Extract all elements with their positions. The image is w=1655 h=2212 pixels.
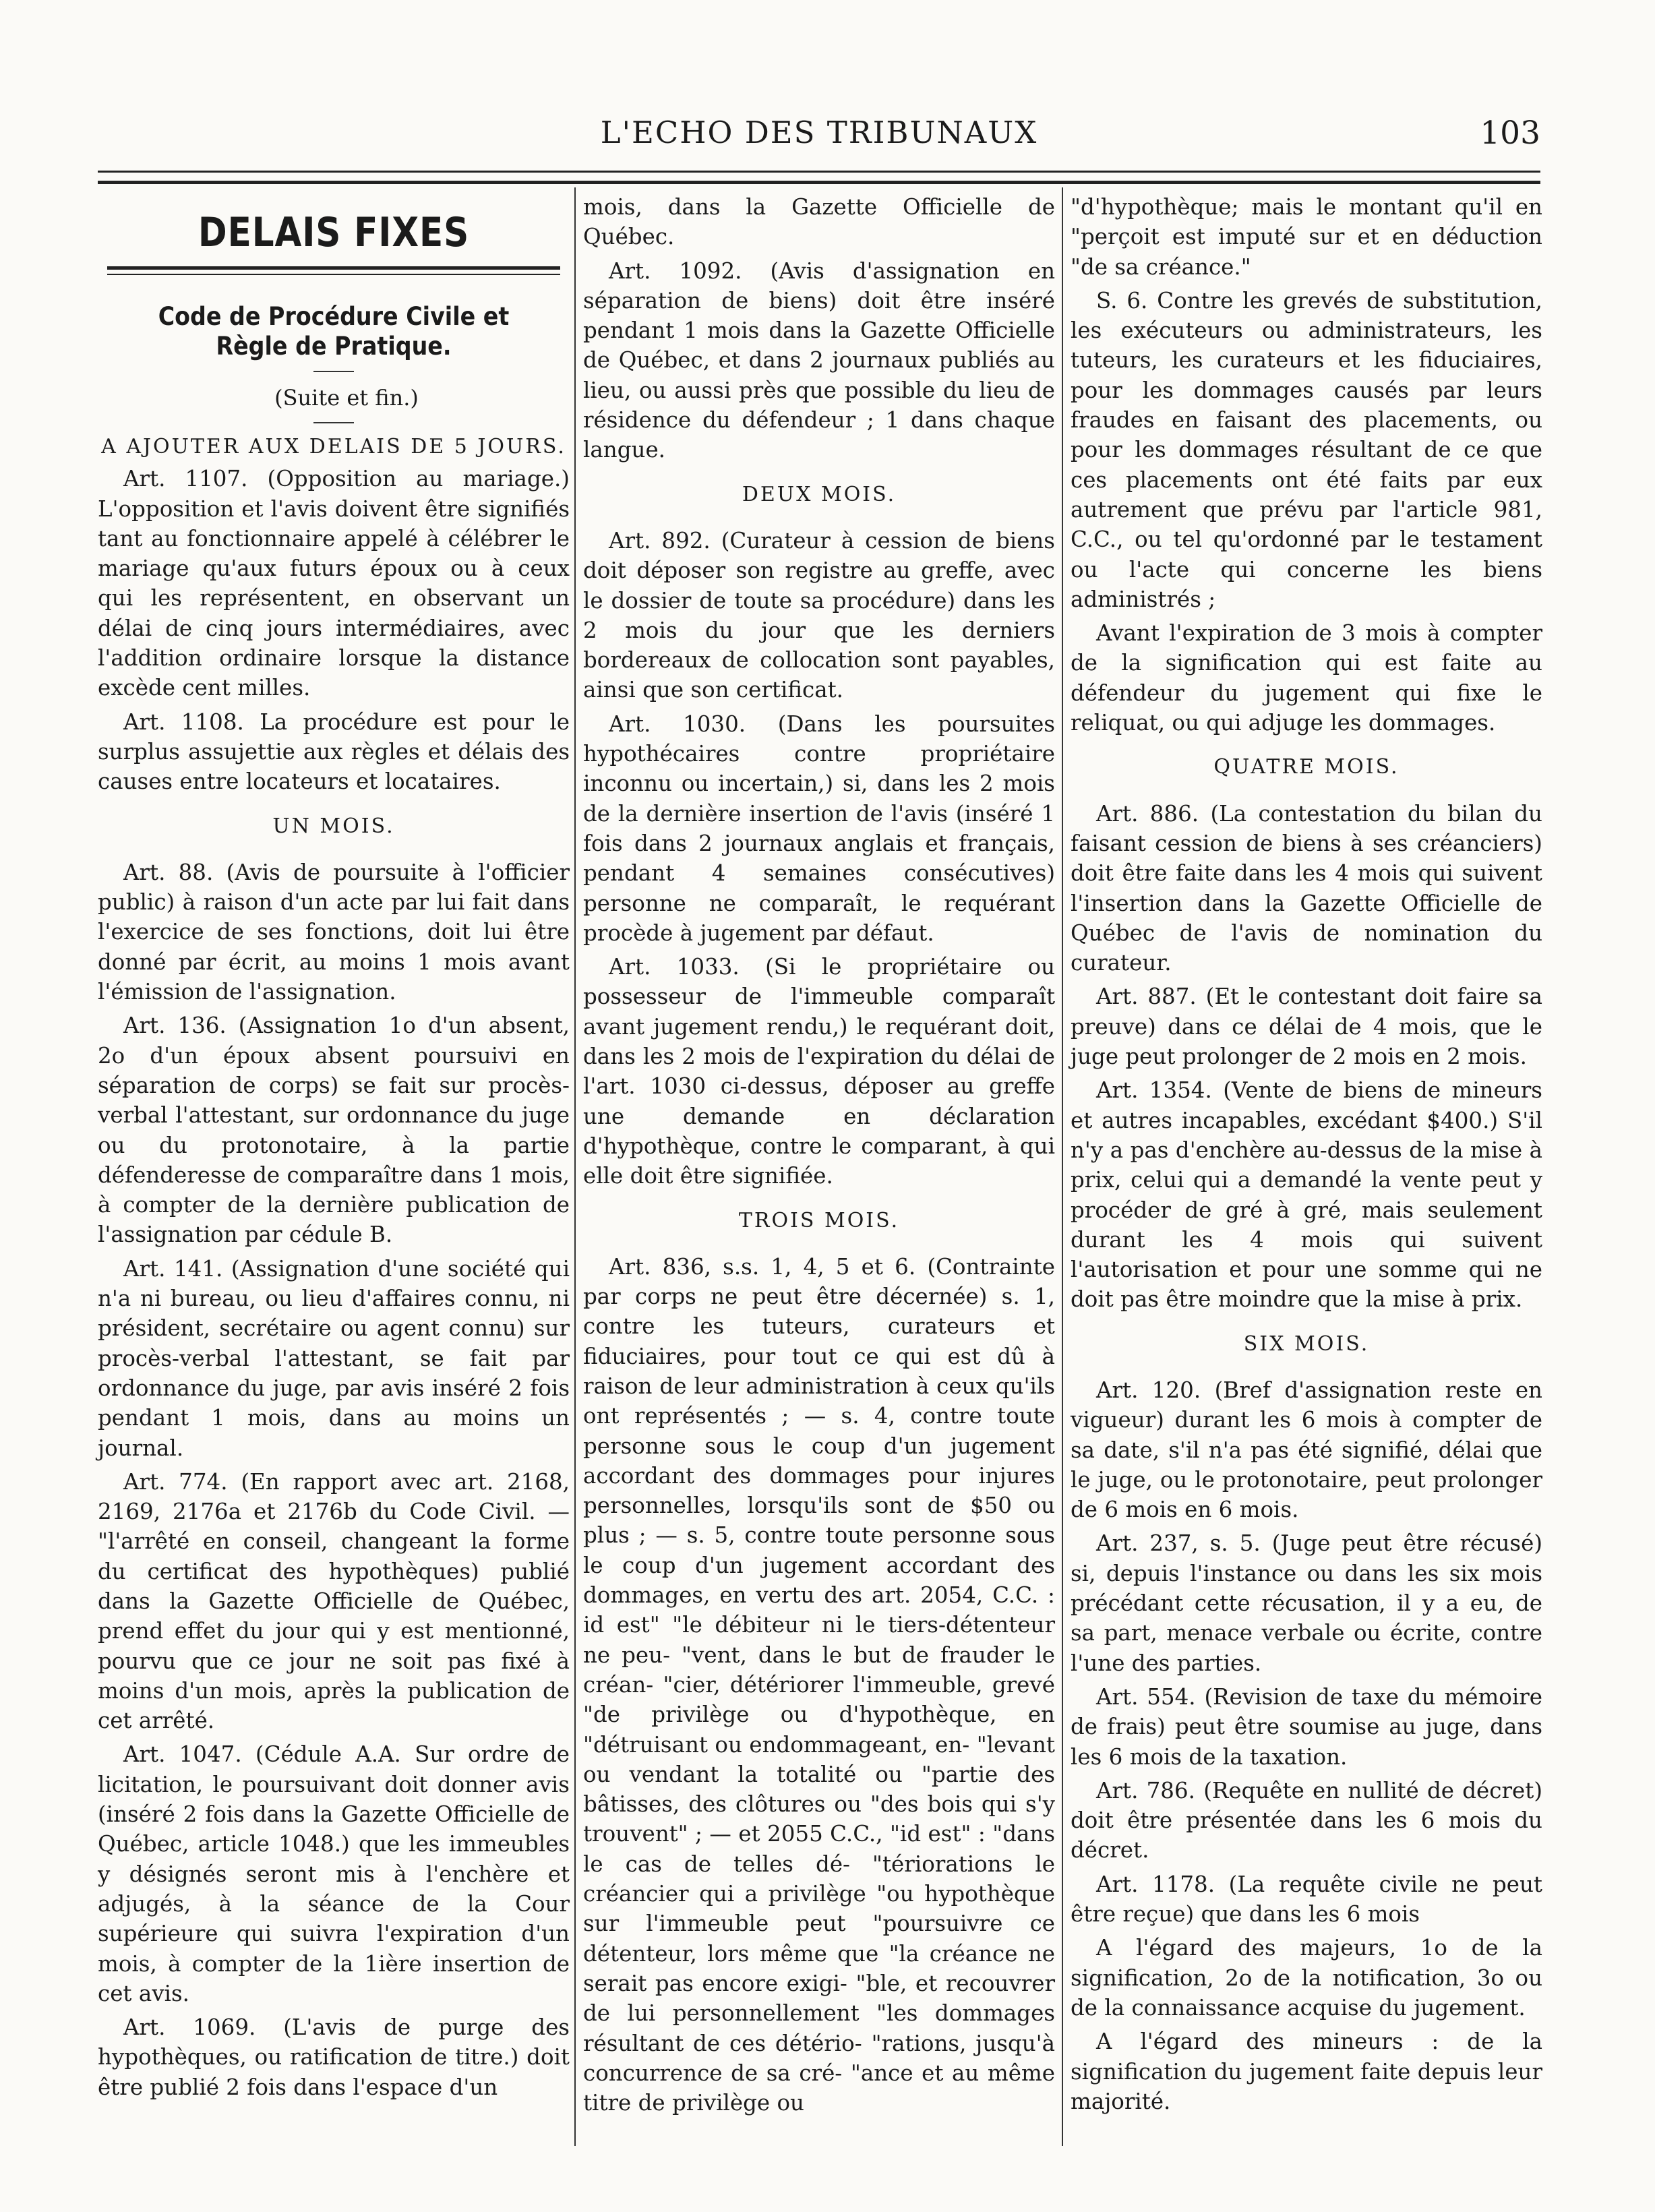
column-3 — [1071, 192, 1542, 2120]
paragraph: A l'égard des majeurs, 1o de la signification, 2o de la notification, 3o ou de la connaissance acquise du jugement. — [1071, 1935, 1542, 2021]
paragraph: Art. 136. (Assignation 1o d'un absent, 2o d'un époux absent poursuivi en séparation de corps) se fait sur procès-verbal l'attestant, sur ordonnance du juge ou du protonotaire, à la partie défenderesse de comparaître dans 1 mois, à compter de la dernière publication de l'assignation par cédule B. — [98, 1013, 570, 1248]
paragraph: Art. 1047. (Cédule A.A. Sur ordre de licitation, le poursuivant doit donner avis (inséré 2 fois dans la Gazette Officielle de Québec, article 1048.) que les immeubles y désignés seront mis à l'enchère et adjugés, à la séance de la Cour supérieure qui suivra l'expiration d'un mois, à compter de la 1ière insertion de cet avis. — [98, 1741, 570, 2006]
section-heading: QUATRE MOIS. — [1213, 755, 1400, 779]
article-title: DELAIS FIXES — [198, 209, 470, 256]
paragraph: Art. 887. (Et le contestant doit faire sa preuve) dans ce délai de 4 mois, que le juge peut prolonger de 2 mois en 2 mois. — [1071, 984, 1542, 1070]
paragraph: Art. 836, s.s. 1, 4, 5 et 6. (Contrainte par corps ne peut être décernée) s. 1, contre les tuteurs, curateurs et fiduciaires, pour tout ce qui est dû à raison de leur administration à ceux qu'ils ont représentés ; — s. 4, contre toute personne sous le coup d'un jugement accordant des dommages pour injures personnelles, lorsqu'ils sont de $50 ou plus ; — s. 5, contre toute personne sous le coup d'un jugement accordant des dommages, en vertu des art. 2054, C.C. : id est" "le débiteur ni le tiers-détenteur ne peu- "vent, dans le but de frauder le créan- "cier, détériorer l'immeuble, grevé "de privilège ou d'hypothèque, en "détruisant ou endommageant, en- "levant ou vendant la totalité ou "partie des bâtisses, des clôtures ou "des bois qui s'y trouvent" ; — et 2055 C.C., "id est" : "dans le cas de telles dé- "tériorations le créancier qui a privilège "ou hypothèque sur l'immeuble peut "poursuivre ce détenteur, lors même que "la créance ne serait pas encore exigi- "ble, et recouvrer de lui personnellement "les dommages résultant de ces détério- "rations, jusqu'à concurrence de sa cré- "ance et au même titre de privilège ou — [583, 1253, 1055, 2116]
paragraph: Art. 774. (En rapport avec art. 2168, 2169, 2176a et 2176b du Code Civil. — "l'arrêté en conseil, changeant la forme du certificat des hypothèques) publié dans la Gazette Officielle de Québec, prend effet du jour qui y est mentionné, pourvu que ce jour ne soit pas fixé à moins d'un mois, après la publication de cet arrêté. — [98, 1468, 570, 1734]
paragraph: Art. 1178. (La requête civile ne peut être reçue) que dans les 6 mois — [1071, 1871, 1542, 1927]
paragraph: mois, dans la Gazette Officielle de Québec. — [583, 194, 1055, 250]
paragraph: Art. 886. (La contestation du bilan du faisant cession de biens à ses créanciers) doit être faite dans les 4 mois qui suivent l'insertion dans la Gazette Officielle de Québec de l'avis de nomination du curateur. — [1071, 800, 1542, 976]
header-rule-thick — [98, 181, 1540, 184]
article-subtitle: Code de Procédure Civile et Règle de Pratique. — [158, 302, 510, 361]
paragraph: "d'hypothèque; mais le montant qu'il en "perçoit est imputé sur et en déduction "de sa créance." — [1071, 194, 1542, 280]
section-heading: DEUX MOIS. — [742, 482, 897, 506]
paragraph: Art. 88. (Avis de poursuite à l'officier public) à raison d'un acte par lui fait dans l'exercice de ses fonctions, doit lui être donné par écrit, au moins 1 mois avant l'émission de l'assignation. — [98, 859, 570, 1005]
short-rule — [313, 371, 354, 372]
column-divider — [1062, 187, 1063, 2146]
running-head — [98, 115, 1540, 162]
title-rule — [107, 266, 560, 275]
section-heading: UN MOIS. — [272, 814, 395, 838]
page-number: 103 — [1480, 115, 1540, 152]
paragraph: Art. 237, s. 5. (Juge peut être récusé) si, depuis l'instance ou dans les six mois précédant cette récusation, il y a eu, de sa part, menace verbale ou écrite, contre l'une des parties. — [1071, 1530, 1542, 1676]
paragraph: Art. 892. (Curateur à cession de biens doit déposer son registre au greffe, avec le dossier de toute sa procédure) dans les 2 mois du jour que les derniers bordereaux de collocation sont payables, ainsi que son certificat. — [583, 527, 1055, 703]
column-divider — [574, 187, 576, 2146]
paragraph: Art. 1030. (Dans les poursuites hypothécaires contre propriétaire inconnu ou incertain,) si, dans les 2 mois de la dernière insertion de l'avis (inséré 1 fois dans 2 journaux anglais et français, pendant 4 semaines consécutives) personne ne comparaît, le requérant procède à jugement par défaut. — [583, 711, 1055, 946]
header-rule — [98, 171, 1540, 173]
paragraph: A l'égard des mineurs : de la signification du jugement faite depuis leur majorité. — [1071, 2029, 1542, 2114]
column-2 — [583, 192, 1055, 2122]
short-rule — [313, 422, 354, 423]
section-heading: SIX MOIS. — [1243, 1332, 1370, 1356]
section-heading: A AJOUTER AUX DELAIS DE 5 JOURS. — [101, 435, 566, 459]
paragraph: Art. 141. (Assignation d'une société qui n'a ni bureau, ou lieu d'affaires connu, ni président, secrétaire ou agent connu) sur procès-verbal l'attestant, se fait par ordonnance du juge, par avis inséré 2 fois pendant 1 mois, dans au moins un journal. — [98, 1255, 570, 1461]
paragraph: Avant l'expiration de 3 mois à compter de la signification qui est faite au défendeur du jugement qui fixe le reliquat, ou qui adjuge les dommages. — [1071, 620, 1542, 736]
paragraph: Art. 1107. (Opposition au mariage.) L'opposition et l'avis doivent être signifiés tant au fonctionnaire appelé à célébrer le mariage qu'aux futurs époux ou à ceux qui les représentent, en observant un délai de cinq jours intermédiaires, avec l'addition ordinaire lorsque la distance excède cent milles. — [98, 466, 570, 701]
paragraph: Art. 1092. (Avis d'assignation en séparation de biens) doit être inséré pendant 1 mois dans la Gazette Officielle de Québec, et dans 2 journaux publiés au lieu, ou aussi près que possible du lieu de résidence du défendeur ; 1 dans chaque langue. — [583, 258, 1055, 463]
running-title: L'ECHO DES TRIBUNAUX — [600, 115, 1038, 150]
paragraph: S. 6. Contre les grevés de substitution, les exécuteurs ou administrateurs, les tuteurs, les curateurs et les fiduciaires, pour les dommages causés par leurs fraudes en faisant des placements, ou pour les dommages résultant de ce que ces placements ont été faits par eux autrement que prévu par l'article 981, C.C., ou tel qu'ordonné par le testament ou l'acte qui concerne les biens administrés ; — [1071, 287, 1542, 612]
paragraph: Art. 554. (Revision de taxe du mémoire de frais) peut être soumise au juge, dans les 6 mois de la taxation. — [1071, 1683, 1542, 1770]
column-1 — [98, 192, 570, 2106]
suite-note: (Suite et fin.) — [274, 385, 419, 411]
paragraph: Art. 786. (Requête en nullité de décret) doit être présentée dans les 6 mois du décret. — [1071, 1777, 1542, 1863]
paragraph: Art. 1033. (Si le propriétaire ou possesseur de l'immeuble comparaît avant jugement rendu,) le requérant doit, dans les 2 mois de l'expiration du délai de l'art. 1030 ci-dessus, déposer au greffe une demande en déclaration d'hypothèque, contre le comparant, à qui elle doit être signifiée. — [583, 954, 1055, 1189]
paragraph: Art. 1354. (Vente de biens de mineurs et autres incapables, excédant $400.) S'il n'y a pas d'enchère au-dessus de la mise à prix, celui qui a demandé la vente peut y procéder de gré à gré, mais seulement durant les 4 mois qui suivent l'autorisation et pour une somme qui ne doit pas être moindre que la mise à prix. — [1071, 1077, 1542, 1313]
paragraph: Art. 1108. La procédure est pour le surplus assujettie aux règles et délais des causes entre locateurs et locataires. — [98, 709, 570, 795]
section-heading: TROIS MOIS. — [738, 1208, 900, 1232]
paragraph: Art. 120. (Bref d'assignation reste en vigueur) durant les 6 mois à compter de sa date, s'il n'a pas été signifié, délai que le juge, ou le protonotaire, peut prolonger de 6 mois en 6 mois. — [1071, 1377, 1542, 1523]
paragraph: Art. 1069. (L'avis de purge des hypothèques, ou ratification de titre.) doit être publié 2 fois dans l'espace d'un — [98, 2014, 570, 2100]
